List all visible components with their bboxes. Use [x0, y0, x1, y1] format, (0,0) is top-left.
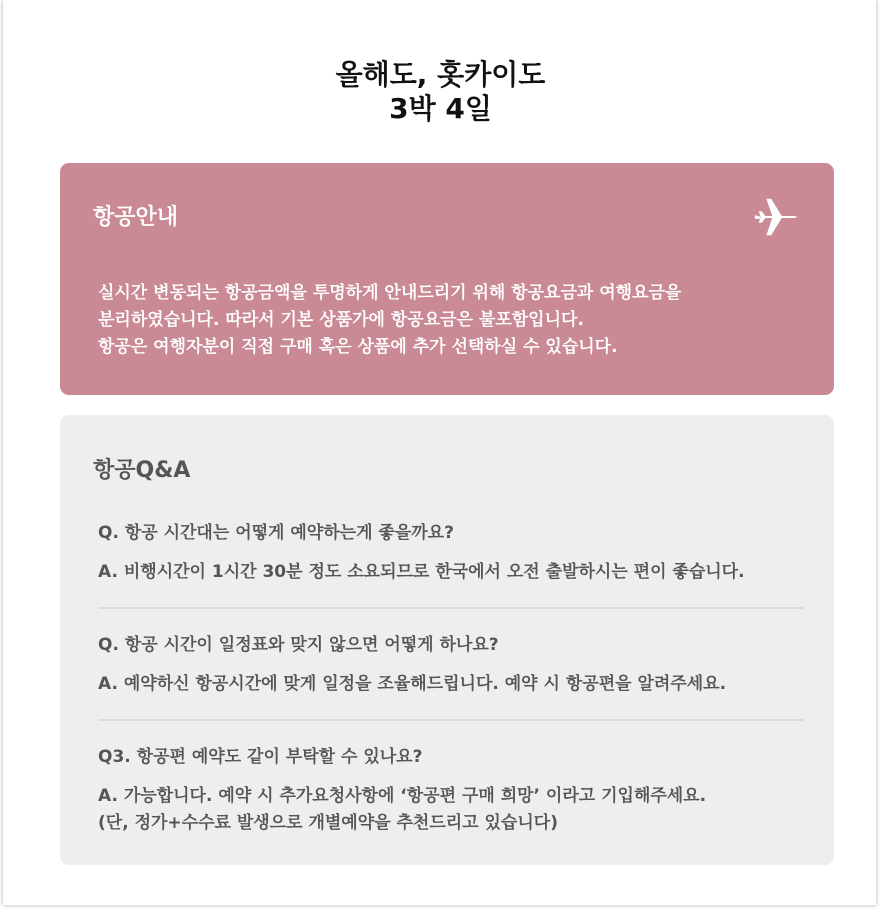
qa-item [98, 521, 808, 586]
title-line-2: 3박 4일 [389, 92, 492, 125]
qa-item [98, 745, 808, 837]
qa-answer: A. 비행시간이 1시간 30분 정도 소요되므로 한국에서 오전 출발하시는 편이 좋습니다. [98, 562, 745, 582]
qa-answer-line: A. 가능합니다. 예약 시 추가요청사항에 ‘항공편 구매 희망’ 이라고 기입해주세요. [98, 786, 707, 806]
qa-answer: A. 예약하신 항공시간에 맞게 일정을 조율해드립니다. 예약 시 항공편을 알려주세요. [98, 674, 727, 694]
qa-answer-line: (단, 정가+수수료 발생으로 개별예약을 추천드리고 있습니다) [98, 813, 558, 833]
notice-line: 항공은 여행자분이 직접 구매 혹은 상품에 추가 선택하실 수 있습니다. [98, 337, 618, 357]
page-title [0, 58, 881, 126]
qa-question: Q3. 항공편 예약도 같이 부탁할 수 있나요? [98, 747, 423, 767]
qa-item [98, 633, 808, 698]
qa-question: Q. 항공 시간대는 어떻게 예약하는게 좋을까요? [98, 523, 454, 543]
qa-divider [98, 719, 804, 721]
qa-answer [98, 783, 808, 837]
qa-question: Q. 항공 시간이 일정표와 맞지 않으면 어떻게 하나요? [98, 635, 499, 655]
qa-heading: 항공Q&A [93, 458, 191, 483]
notice-body [98, 280, 798, 361]
notice-line: 실시간 변동되는 항공금액을 투명하게 안내드리기 위해 항공요금과 여행요금을 [98, 283, 682, 303]
notice-heading: 항공안내 [93, 205, 179, 230]
notice-line: 분리하였습니다. 따라서 기본 상품가에 항공요금은 불포함입니다. [98, 310, 584, 330]
airplane-icon [753, 194, 799, 240]
flight-notice-card [60, 163, 834, 395]
title-line-1: 올해도, 홋카이도 [335, 58, 546, 91]
qa-divider [98, 607, 804, 609]
flight-qa-card [60, 415, 834, 865]
